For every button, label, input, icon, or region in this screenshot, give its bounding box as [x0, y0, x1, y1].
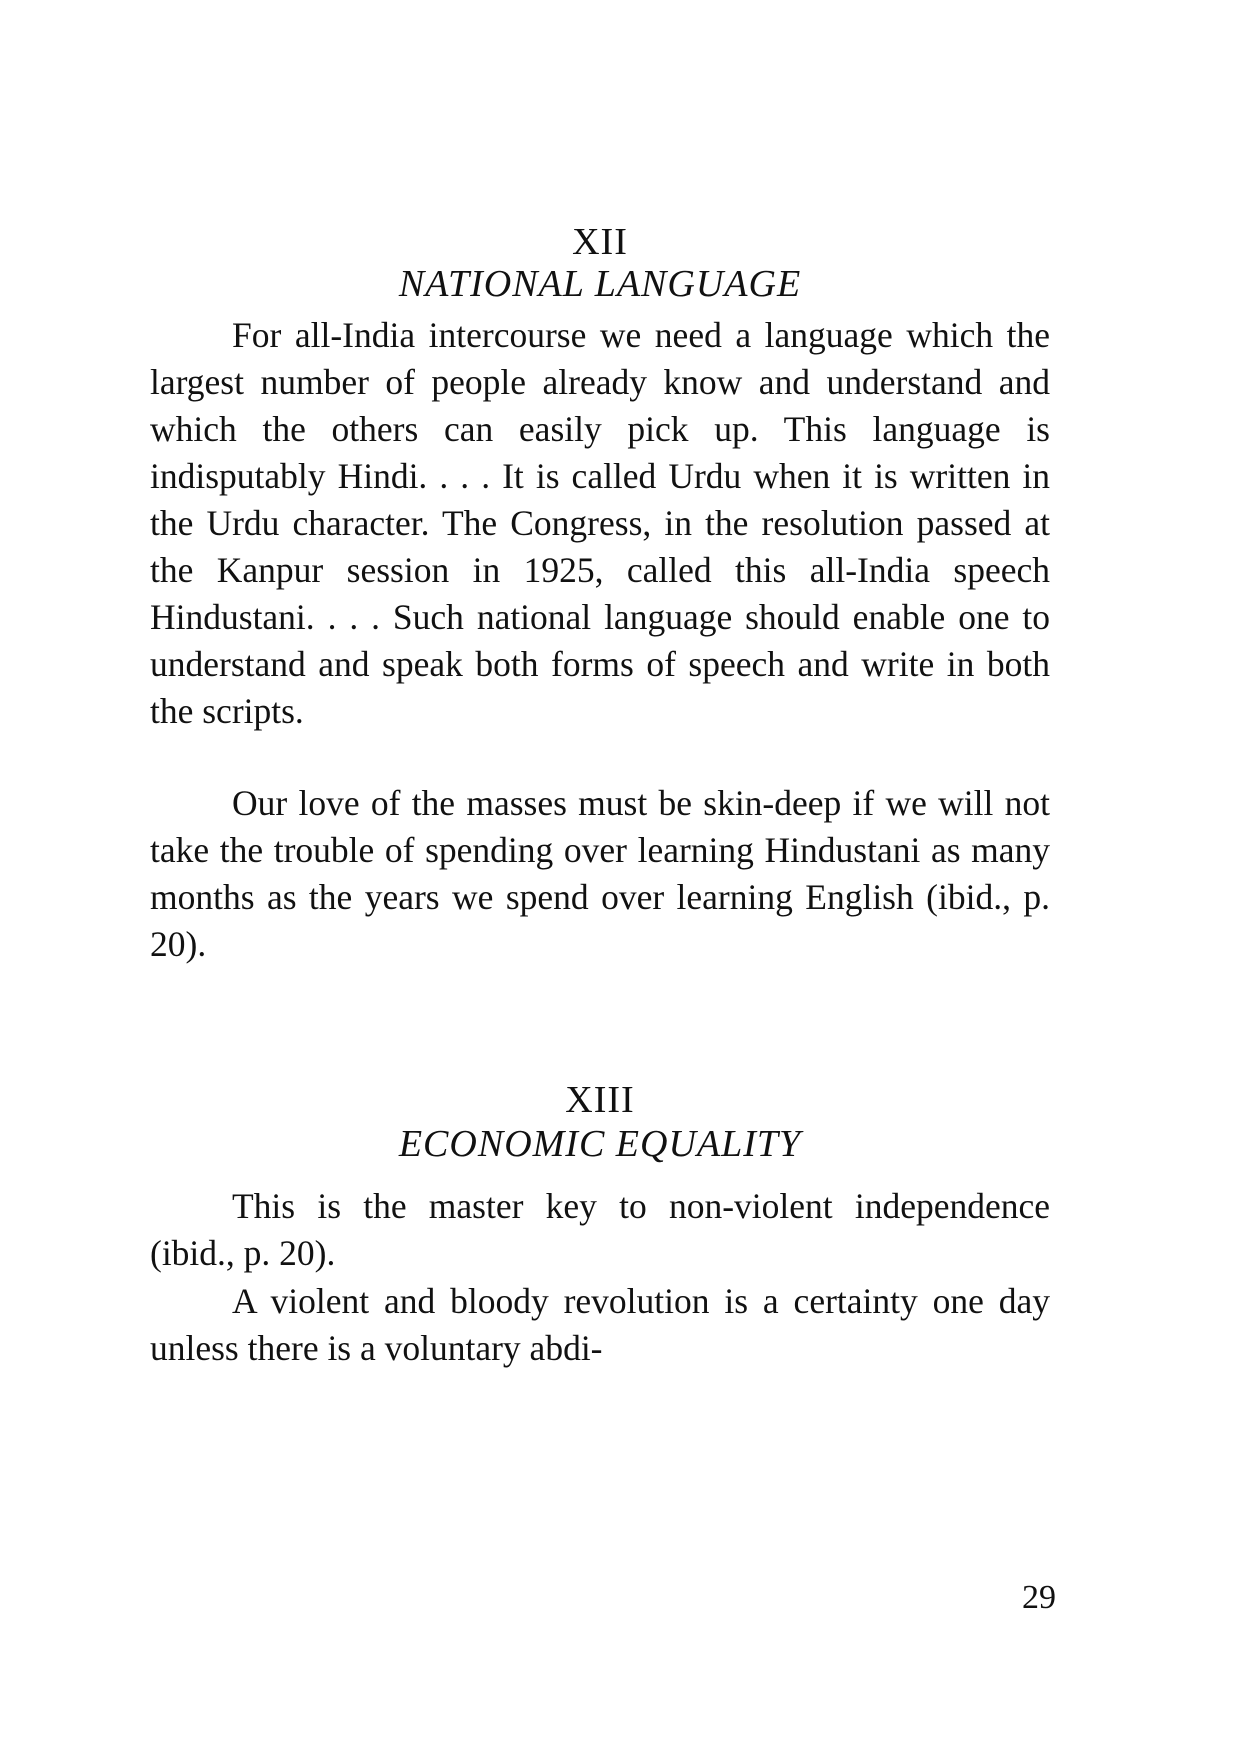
chapter-number-xii: XII: [572, 221, 628, 263]
chapter-title-economic-equality: ECONOMIC EQUALITY: [398, 1123, 802, 1165]
paragraph-economic-equality-1: This is the master key to non-violent independence (ibid., p. 20).: [150, 1186, 1050, 1273]
paragraph-national-language-2: Our love of the masses must be skin-deep if we will not take the trouble of spending over learning Hindustani as many months as the years we spend over learning English (ibid., p. 20).: [150, 783, 1050, 964]
chapter-title-national-language: NATIONAL LANGUAGE: [398, 263, 802, 305]
paragraph-national-language-1: For all-India intercourse we need a language which the largest number of people already know and understand and which the others can easily pick up. This language is indisputably Hindi. . . . It is called Urdu when it is written in the Urdu character. The Congress, in the resolution passed at the Kanpur session in 1925, called this all-India speech Hindustani. . . . Such national language should enable one to understand and speak both forms of speech and write in both the scripts.: [150, 315, 1050, 731]
page-number: 29: [1022, 1579, 1056, 1616]
chapter-number-xiii: XIII: [565, 1079, 635, 1121]
paragraph-economic-equality-2: A violent and bloody revolution is a certainty one day unless there is a voluntary abdi-: [150, 1281, 1050, 1368]
